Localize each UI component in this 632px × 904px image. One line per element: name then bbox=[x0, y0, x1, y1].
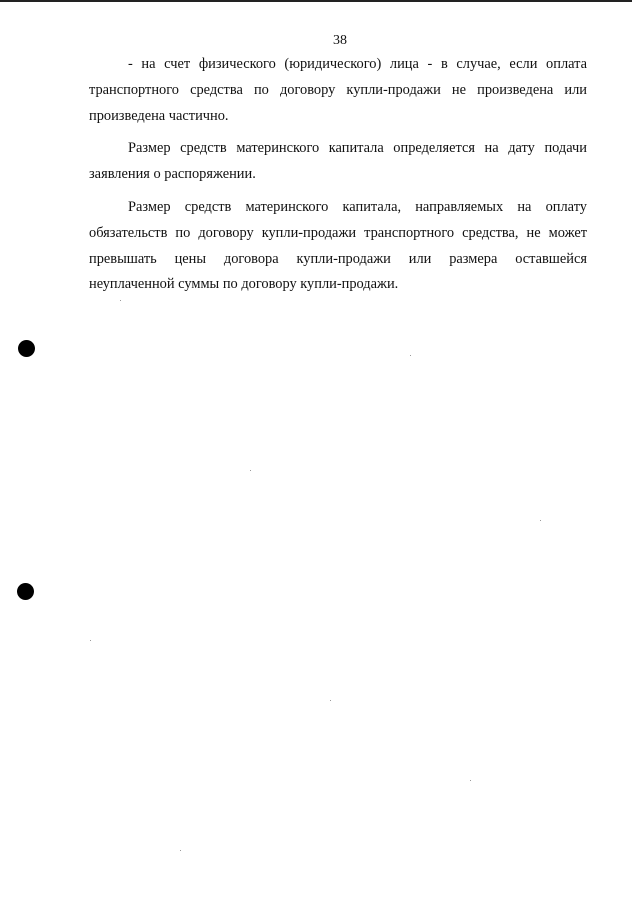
paragraph-capital-amount-date: Размер средств материнского капитала определяется на дату подачи заявления о распоряжении. bbox=[89, 140, 587, 183]
punch-hole-upper bbox=[18, 340, 35, 357]
body-text bbox=[89, 52, 587, 305]
scan-speck bbox=[250, 470, 251, 471]
scan-speck bbox=[180, 850, 181, 851]
paragraph-payment-recipient: - на счет физического (юридического) лица - в случае, если оплата транспортного средства по договору купли-продажи не произведена или произведена частично. bbox=[89, 56, 587, 124]
paragraph-capital-amount-limit: Размер средств материнского капитала, направляемых на оплату обязательств по договору купли-продажи транспортного средства, не может превышать цены договора купли-продажи или размера оставшейся неуплаченной суммы по договору купли-продажи. bbox=[89, 198, 587, 293]
scan-speck bbox=[540, 520, 541, 521]
punch-hole-lower bbox=[17, 583, 34, 600]
scan-speck bbox=[90, 640, 91, 641]
page-number: 38 bbox=[333, 33, 347, 48]
scan-speck bbox=[330, 700, 331, 701]
scan-speck bbox=[410, 355, 411, 356]
scan-speck bbox=[470, 780, 471, 781]
page-top-edge bbox=[0, 0, 632, 2]
scan-speck bbox=[120, 300, 121, 301]
